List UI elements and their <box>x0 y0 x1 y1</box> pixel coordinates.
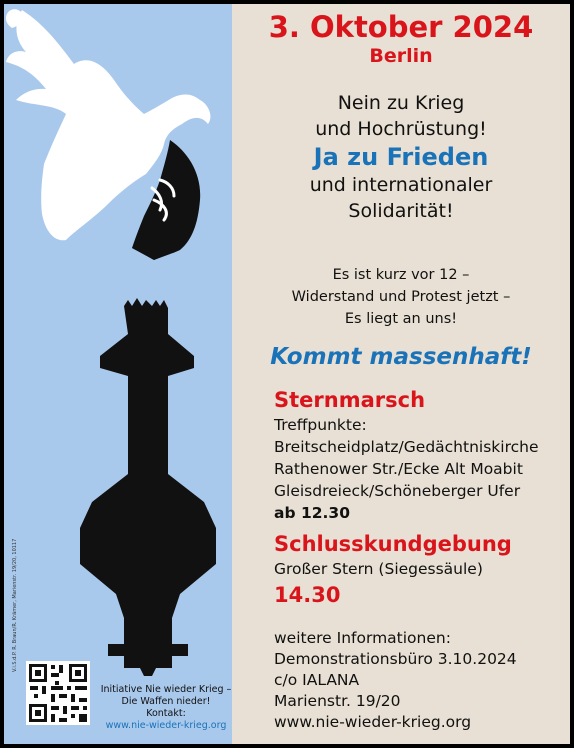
peace-slogan: Ja zu Frieden <box>313 143 489 171</box>
text-panel <box>232 4 570 744</box>
event-date: 3. Oktober 2024 <box>268 10 534 44</box>
schluss-time: 14.30 <box>274 583 341 607</box>
info-block: weitere Informationen: Demonstrationsbüro 3.10.2024 c/o IALANA Marienstr. 19/20 www.nie-wieder-krieg.org <box>274 629 517 731</box>
illustration-panel <box>4 4 232 744</box>
schluss-title: Schlusskundgebung <box>274 532 512 556</box>
dove-bomb-illustration <box>4 4 232 744</box>
schluss-section <box>274 530 512 610</box>
call-to-action: Kommt massenhaft! <box>270 344 532 370</box>
initiative-url[interactable]: www.nie-wieder-krieg.org <box>105 720 227 731</box>
sub-message: Es ist kurz vor 12 – Widerstand und Protest jetzt – Es liegt an uns! <box>291 267 511 327</box>
meeting-point: Rathenower Str./Ecke Alt Moabit <box>274 460 523 478</box>
initiative-slogan: Die Waffen nieder! <box>121 696 211 707</box>
qr-code <box>26 661 90 725</box>
event-city: Berlin <box>369 45 433 67</box>
meeting-points-label: Treffpunkte: <box>274 416 367 434</box>
main-message: Nein zu Krieg und Hochrüstung! Ja zu Frieden und internationaler Solidarität! <box>232 90 570 224</box>
poster <box>4 4 570 744</box>
contact-label: Kontakt: <box>146 708 186 719</box>
imprint: V.i.S.d.P. R. Braun/R. Krämer, Marienstr. 19/20, 10117 <box>12 538 18 672</box>
sternmarsch-time: ab 12.30 <box>274 504 350 522</box>
sternmarsch-title: Sternmarsch <box>274 388 426 412</box>
bomb-body-icon <box>80 298 216 676</box>
meeting-point: Gleisdreieck/Schöneberger Ufer <box>274 482 521 500</box>
schluss-place: Großer Stern (Siegessäule) <box>274 560 483 578</box>
info-url[interactable]: www.nie-wieder-krieg.org <box>274 713 472 731</box>
initiative-box <box>100 684 232 732</box>
sternmarsch-section <box>274 386 538 524</box>
initiative-name: Initiative Nie wieder Krieg – <box>100 684 232 695</box>
meeting-point: Breitscheidplatz/Gedächtniskirche <box>274 438 539 456</box>
